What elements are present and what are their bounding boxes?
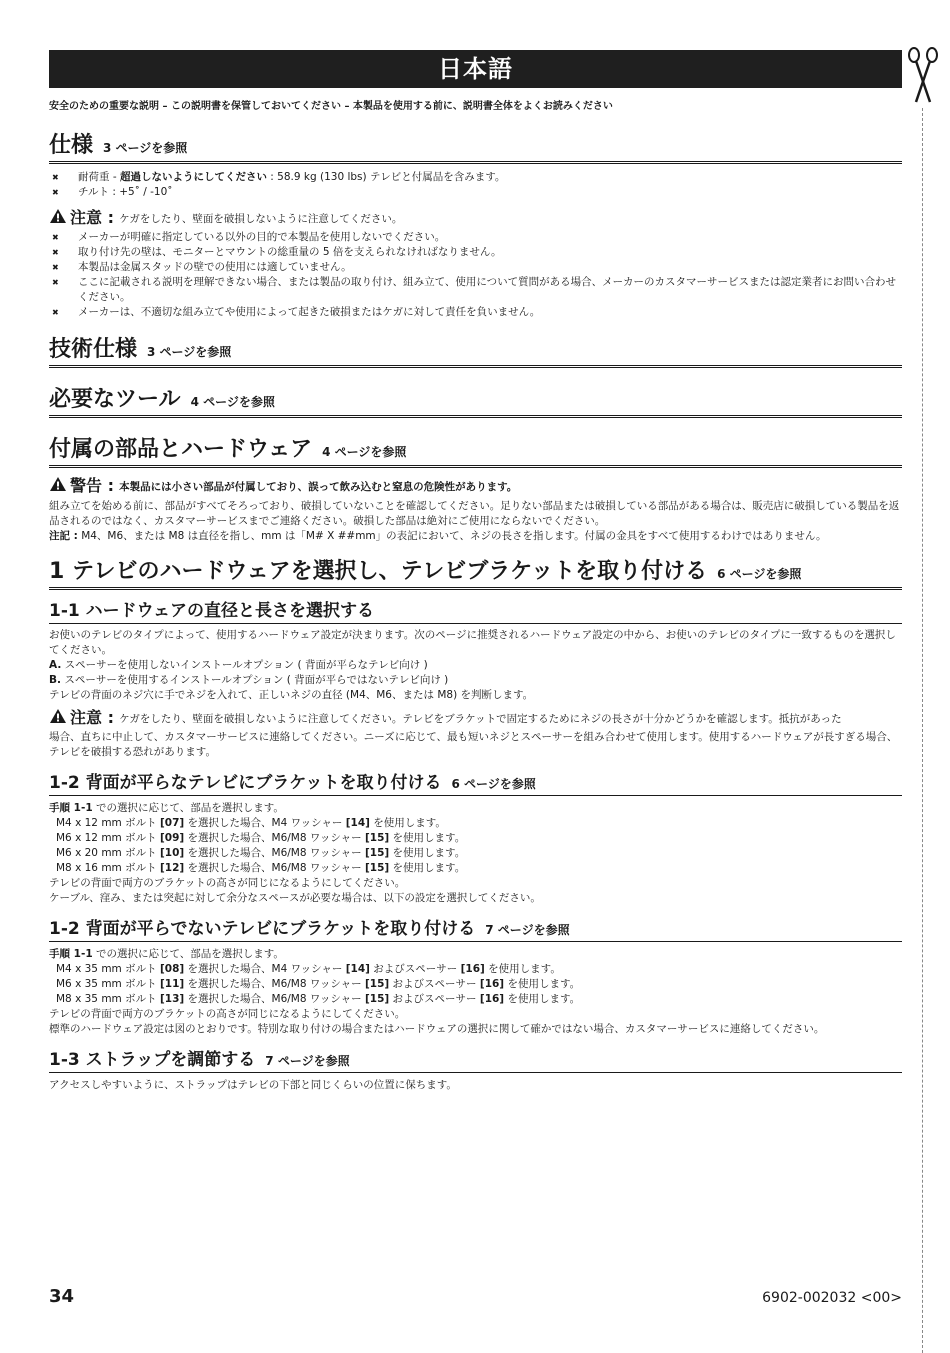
list-item: ✖ 本製品は金属スタッドの壁での使用には適していません。 <box>52 261 352 273</box>
bullet-icon: ✖ <box>52 248 59 257</box>
step1-1-paragraph: お使いのテレビのタイプによって、使用するハードウェア設定が決まります。次のページに推奨されるハードウェア設定の中から、お使いのテレビのタイプに一致するものを選択してください。 <box>49 629 896 656</box>
hardware-row: M8 x 35 mm ボルト [13] を選択した場合、M6/M8 ワッシャー [15] およびスペーサー [16] を使用します。 <box>56 993 581 1005</box>
list-item: ✖ メーカーは、不適切な組み立てや使用によって起きた破損またはケガに対して責任を負いません。 <box>52 306 541 318</box>
list-item: ✖ ここに記載される説明を理解できない場合、または製品の取り付け、組み立て、使用について質問がある場合、メーカーのカスタマーサービスまたは認定業者にお問い合わせください。 <box>52 276 896 303</box>
page-ref: 6 ページを参照 <box>717 567 802 581</box>
list-item: ✖ 取り付け先の壁は、モニターとマウントの総重量の 5 倍を支えられなければなりません。 <box>52 246 502 258</box>
page-content <box>49 50 902 1093</box>
bracket-height-note: テレビの背面で両方のブラケットの高さが同じになるようにしてください。 <box>49 1008 406 1020</box>
warning-triangle-icon <box>49 476 67 492</box>
parts-note: 注記 : M4、M6、または M8 は直径を指し、mm は「M# X ##mm」の表記において、ネジの長さを指します。付属の金具をすべて使用するわけではありません。 <box>49 530 827 542</box>
standard-config-note: 標準のハードウェア設定は図のとおりです。特別な取り付けの場合またはハードウェアの選択に関して確かではない場合、カスタマーサービスに連絡してください。 <box>49 1023 825 1035</box>
hardware-row: M4 x 12 mm ボルト [07] を選択した場合、M4 ワッシャー [14] を使用します。 <box>56 817 446 829</box>
specs-list <box>49 170 902 200</box>
hardware-row: M6 x 35 mm ボルト [11] を選択した場合、M6/M8 ワッシャー [15] およびスペーサー [16] を使用します。 <box>56 978 581 990</box>
tools-heading: 必要なツール 4 ページを参照 <box>49 382 902 418</box>
hardware-row: M6 x 20 mm ボルト [10] を選択した場合、M6/M8 ワッシャー [15] を使用します。 <box>56 847 466 859</box>
step1-3-heading: 1-3 ストラップを調節する 7 ページを参照 <box>49 1045 902 1073</box>
bullet-icon: ✖ <box>52 308 59 317</box>
bullet-icon: ✖ <box>52 233 59 242</box>
list-item: ✖ メーカーが明確に指定している以外の目的で本製品を使用しないでください。 <box>52 231 446 243</box>
caution-note: 注意 : ケガをしたり、壁面を破損しないように注意してください。 <box>49 205 902 228</box>
warning-triangle-icon <box>49 708 67 724</box>
bullet-icon: ✖ <box>52 188 59 197</box>
warning-triangle-icon <box>49 208 67 224</box>
page-ref: 7 ページを参照 <box>265 1054 350 1068</box>
page-ref: 6 ページを参照 <box>451 777 536 791</box>
cut-line <box>922 108 923 1353</box>
list-item: ✖ 耐荷重 - 超過しないようにしてください : 58.9 kg (130 lbs) テレビと付属品を含みます。 <box>52 171 506 183</box>
caution-note: 注意 : ケガをしたり、壁面を破損しないように注意してください。テレビをブラケットで固定するためにネジの長さが十分かどうかを確認します。抵抗があった <box>49 705 902 728</box>
hardware-row: M6 x 12 mm ボルト [09] を選択した場合、M6/M8 ワッシャー [15] を使用します。 <box>56 832 466 844</box>
hardware-row: M4 x 35 mm ボルト [08] を選択した場合、M4 ワッシャー [14] およびスペーサー [16] を使用します。 <box>56 963 561 975</box>
bullet-icon: ✖ <box>52 278 59 287</box>
bullet-icon: ✖ <box>52 263 59 272</box>
page-ref: 4 ページを参照 <box>190 395 275 409</box>
caution-list <box>49 230 902 320</box>
diameter-paragraph: テレビの背面のネジ穴に手でネジを入れて、正しいネジの直径 (M4、M6、または M8) を判断します。 <box>49 689 534 701</box>
caution-paragraph: 場合、直ちに中止して、カスタマーサービスに連絡してください。ニーズに応じて、最も短いネジとスペーサーを組み合わせて使用します。使用するハードウェアが長すぎる場合、テレビを破損する恐れがあります。 <box>49 731 898 758</box>
step1-2-flat-intro: 手順 1-1 での選択に応じて、部品を選択します。 <box>49 802 284 814</box>
page-ref: 3 ページを参照 <box>147 345 232 359</box>
parts-heading: 付属の部品とハードウェア 4 ページを参照 <box>49 432 902 468</box>
step1-2-nonflat-heading: 1-2 背面が平らでないテレビにブラケットを取り付ける 7 ページを参照 <box>49 914 902 942</box>
step1-2-nonflat-intro: 手順 1-1 での選択に応じて、部品を選択します。 <box>49 948 284 960</box>
safety-intro: 安全のための重要な説明 – この説明書を保管しておいてください – 本製品を使用する前に、説明書全体をよくお読みください <box>49 101 613 112</box>
step1-heading: 1 テレビのハードウェアを選択し、テレビブラケットを取り付ける 6 ページを参照 <box>49 554 902 590</box>
bracket-height-note: テレビの背面で両方のブラケットの高さが同じになるようにしてください。 <box>49 877 406 889</box>
warning-note: 警告 : 本製品には小さい部品が付属しており、誤って飲み込むと窒息の危険性があります。 <box>49 473 902 496</box>
language-banner: 日本語 <box>49 50 902 88</box>
page-ref: 7 ページを参照 <box>485 923 570 937</box>
scissors-icon <box>906 46 940 104</box>
strap-note: アクセスしやすいように、ストラップはテレビの下部と同じくらいの位置に保ちます。 <box>49 1079 457 1091</box>
parts-paragraph: 組み立てを始める前に、部品がすべてそろっており、破損していないことを確認してください。足りない部品または破損している部品がある場合は、販売店に破損している製品を返品されるのではなく、カスタマーサービスまでご連絡ください。破損した部品は絶対にご使用にならないでください。 <box>49 500 900 527</box>
step1-1-heading: 1-1 ハードウェアの直径と長さを選択する <box>49 596 902 624</box>
hardware-row: M8 x 16 mm ボルト [12] を選択した場合、M6/M8 ワッシャー [15] を使用します。 <box>56 862 466 874</box>
step1-2-flat-heading: 1-2 背面が平らなテレビにブラケットを取り付ける 6 ページを参照 <box>49 768 902 796</box>
page-ref: 3 ページを参照 <box>103 141 188 155</box>
option-a: A. スペーサーを使用しないインストールオプション ( 背面が平らなテレビ向け ) <box>49 659 428 671</box>
list-item: ✖ チルト : +5˚ / -10˚ <box>52 186 173 198</box>
tech-specs-heading: 技術仕様 3 ページを参照 <box>49 332 902 368</box>
bullet-icon: ✖ <box>52 173 59 182</box>
option-b: B. スペーサーを使用するインストールオプション ( 背面が平らではないテレビ向け ) <box>49 674 449 686</box>
document-number: 6902-002032 <00> <box>762 1290 902 1306</box>
extra-space-note: ケーブル、窪み、または突起に対して余分なスペースが必要な場合は、以下の設定を選択してください。 <box>49 892 541 904</box>
specs-heading: 仕様 3 ページを参照 <box>49 128 902 164</box>
page-number: 34 <box>49 1286 75 1307</box>
page-ref: 4 ページを参照 <box>322 445 407 459</box>
